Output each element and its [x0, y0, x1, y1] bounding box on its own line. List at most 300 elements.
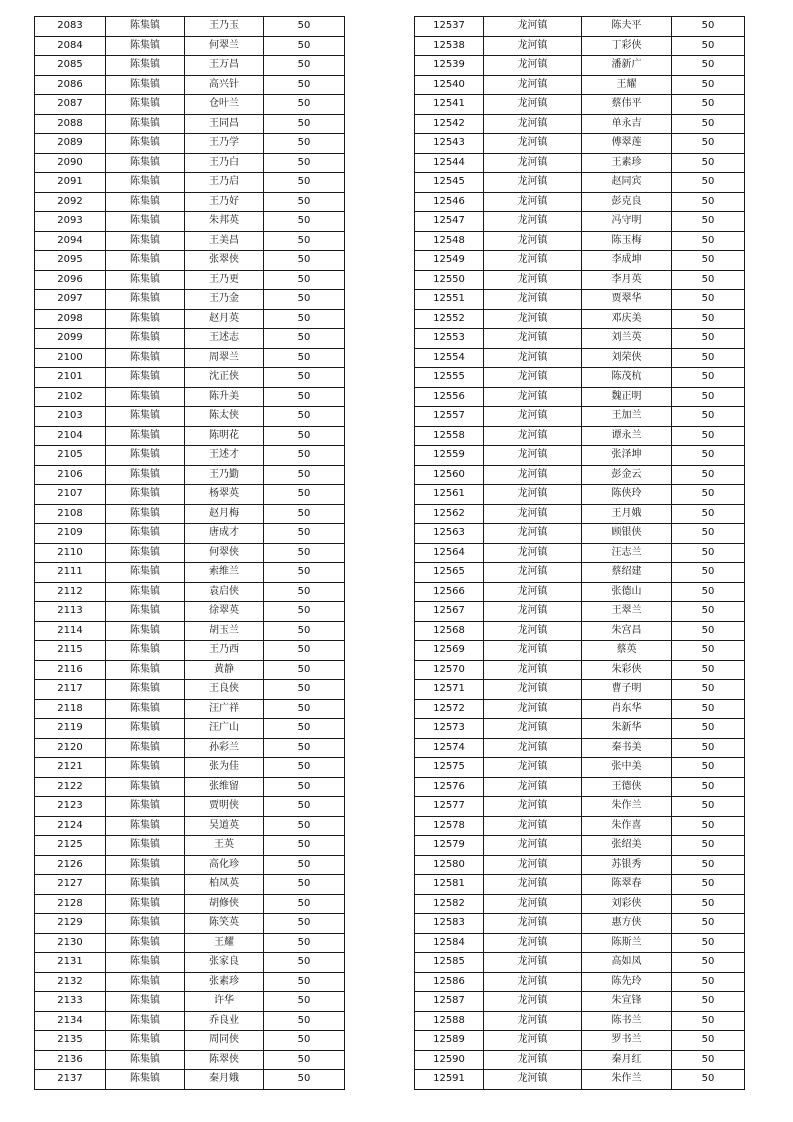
amount-cell: 50 [672, 173, 745, 193]
table-row [415, 719, 745, 739]
name-cell: 王乃西 [185, 641, 264, 661]
town-cell: 龙河镇 [484, 270, 582, 290]
name-cell: 陈升美 [185, 387, 264, 407]
name-cell: 袁启侠 [185, 582, 264, 602]
amount-cell: 50 [264, 875, 345, 895]
table-row [35, 212, 345, 232]
name-cell: 惠方侠 [582, 914, 672, 934]
serial-number-cell: 2094 [35, 231, 106, 251]
amount-cell: 50 [264, 914, 345, 934]
town-cell: 陈集镇 [106, 1050, 185, 1070]
name-cell: 秦书美 [582, 738, 672, 758]
name-cell: 李成坤 [582, 251, 672, 271]
table-row [415, 582, 745, 602]
serial-number-cell: 12554 [415, 348, 484, 368]
name-cell: 何翠兰 [185, 36, 264, 56]
amount-cell: 50 [672, 602, 745, 622]
serial-number-cell: 2105 [35, 446, 106, 466]
amount-cell: 50 [264, 407, 345, 427]
amount-cell: 50 [672, 17, 745, 37]
amount-cell: 50 [264, 543, 345, 563]
amount-cell: 50 [672, 426, 745, 446]
serial-number-cell: 12555 [415, 368, 484, 388]
amount-cell: 50 [672, 719, 745, 739]
table-row [35, 602, 345, 622]
name-cell: 汪广祥 [185, 699, 264, 719]
name-cell: 陈笑英 [185, 914, 264, 934]
name-cell: 王乃金 [185, 290, 264, 310]
amount-cell: 50 [672, 1011, 745, 1031]
town-cell: 龙河镇 [484, 368, 582, 388]
town-cell: 陈集镇 [106, 270, 185, 290]
table-row [35, 524, 345, 544]
name-cell: 陈明花 [185, 426, 264, 446]
table-row [35, 270, 345, 290]
town-cell: 龙河镇 [484, 504, 582, 524]
name-cell: 蔡绍建 [582, 563, 672, 583]
serial-number-cell: 2103 [35, 407, 106, 427]
serial-number-cell: 12571 [415, 680, 484, 700]
name-cell: 周翠兰 [185, 348, 264, 368]
serial-number-cell: 12559 [415, 446, 484, 466]
amount-cell: 50 [264, 1031, 345, 1051]
name-cell: 刘彩侠 [582, 894, 672, 914]
name-cell: 蔡伟平 [582, 95, 672, 115]
table-row [35, 582, 345, 602]
town-cell: 陈集镇 [106, 17, 185, 37]
name-cell: 陈先玲 [582, 972, 672, 992]
serial-number-cell: 2106 [35, 465, 106, 485]
table-row [35, 1050, 345, 1070]
table-row [35, 875, 345, 895]
serial-number-cell: 12580 [415, 855, 484, 875]
table-row [35, 95, 345, 115]
town-cell: 龙河镇 [484, 582, 582, 602]
table-row [415, 465, 745, 485]
town-cell: 陈集镇 [106, 602, 185, 622]
table-row [35, 407, 345, 427]
town-cell: 龙河镇 [484, 231, 582, 251]
serial-number-cell: 12585 [415, 953, 484, 973]
name-cell: 胡玉兰 [185, 621, 264, 641]
table-row [35, 641, 345, 661]
name-cell: 王加兰 [582, 407, 672, 427]
town-cell: 龙河镇 [484, 719, 582, 739]
serial-number-cell: 2095 [35, 251, 106, 271]
name-cell: 王英 [185, 836, 264, 856]
serial-number-cell: 2114 [35, 621, 106, 641]
amount-cell: 50 [672, 270, 745, 290]
table-row [415, 836, 745, 856]
amount-cell: 50 [672, 485, 745, 505]
name-cell: 王乃白 [185, 153, 264, 173]
amount-cell: 50 [264, 563, 345, 583]
serial-number-cell: 2085 [35, 56, 106, 76]
town-cell: 陈集镇 [106, 933, 185, 953]
name-cell: 王耀 [582, 75, 672, 95]
town-cell: 陈集镇 [106, 894, 185, 914]
serial-number-cell: 12588 [415, 1011, 484, 1031]
table-row [415, 1050, 745, 1070]
name-cell: 张德山 [582, 582, 672, 602]
table-row [415, 543, 745, 563]
town-cell: 陈集镇 [106, 524, 185, 544]
name-cell: 许华 [185, 992, 264, 1012]
serial-number-cell: 2122 [35, 777, 106, 797]
serial-number-cell: 12538 [415, 36, 484, 56]
serial-number-cell: 2111 [35, 563, 106, 583]
name-cell: 曹子明 [582, 680, 672, 700]
amount-cell: 50 [264, 114, 345, 134]
serial-number-cell: 2101 [35, 368, 106, 388]
name-cell: 张素珍 [185, 972, 264, 992]
name-cell: 秦月娥 [185, 1070, 264, 1090]
name-cell: 彭金云 [582, 465, 672, 485]
serial-number-cell: 12563 [415, 524, 484, 544]
serial-number-cell: 2128 [35, 894, 106, 914]
serial-number-cell: 12581 [415, 875, 484, 895]
table-row [35, 1070, 345, 1090]
amount-cell: 50 [672, 1070, 745, 1090]
amount-cell: 50 [264, 426, 345, 446]
town-cell: 龙河镇 [484, 855, 582, 875]
amount-cell: 50 [264, 1050, 345, 1070]
amount-cell: 50 [672, 95, 745, 115]
serial-number-cell: 2117 [35, 680, 106, 700]
serial-number-cell: 12539 [415, 56, 484, 76]
right-table-body [415, 17, 745, 1090]
table-row [415, 953, 745, 973]
amount-cell: 50 [672, 660, 745, 680]
town-cell: 陈集镇 [106, 660, 185, 680]
name-cell: 邓庆美 [582, 309, 672, 329]
amount-cell: 50 [672, 914, 745, 934]
name-cell: 罗书兰 [582, 1031, 672, 1051]
serial-number-cell: 12590 [415, 1050, 484, 1070]
town-cell: 陈集镇 [106, 251, 185, 271]
name-cell: 顾银侠 [582, 524, 672, 544]
town-cell: 龙河镇 [484, 777, 582, 797]
amount-cell: 50 [672, 114, 745, 134]
name-cell: 陈斯兰 [582, 933, 672, 953]
town-cell: 龙河镇 [484, 36, 582, 56]
table-row [415, 1011, 745, 1031]
serial-number-cell: 2102 [35, 387, 106, 407]
name-cell: 唐成才 [185, 524, 264, 544]
table-row [415, 56, 745, 76]
town-cell: 龙河镇 [484, 1050, 582, 1070]
town-cell: 龙河镇 [484, 875, 582, 895]
amount-cell: 50 [672, 387, 745, 407]
town-cell: 龙河镇 [484, 524, 582, 544]
town-cell: 龙河镇 [484, 602, 582, 622]
amount-cell: 50 [264, 953, 345, 973]
table-row [35, 894, 345, 914]
name-cell: 王德侠 [582, 777, 672, 797]
amount-cell: 50 [672, 758, 745, 778]
town-cell: 龙河镇 [484, 485, 582, 505]
amount-cell: 50 [264, 173, 345, 193]
name-cell: 黄静 [185, 660, 264, 680]
amount-cell: 50 [672, 992, 745, 1012]
town-cell: 龙河镇 [484, 660, 582, 680]
serial-number-cell: 12584 [415, 933, 484, 953]
name-cell: 王述志 [185, 329, 264, 349]
name-cell: 潘新广 [582, 56, 672, 76]
table-row [415, 524, 745, 544]
name-cell: 张泽坤 [582, 446, 672, 466]
amount-cell: 50 [264, 777, 345, 797]
name-cell: 高化珍 [185, 855, 264, 875]
amount-cell: 50 [264, 56, 345, 76]
serial-number-cell: 12562 [415, 504, 484, 524]
town-cell: 龙河镇 [484, 933, 582, 953]
table-row [415, 251, 745, 271]
name-cell: 胡修侠 [185, 894, 264, 914]
name-cell: 刘兰英 [582, 329, 672, 349]
table-row [35, 1011, 345, 1031]
amount-cell: 50 [672, 192, 745, 212]
amount-cell: 50 [264, 368, 345, 388]
name-cell: 朱宫昌 [582, 621, 672, 641]
amount-cell: 50 [264, 582, 345, 602]
serial-number-cell: 2137 [35, 1070, 106, 1090]
name-cell: 高兴针 [185, 75, 264, 95]
table-row [35, 504, 345, 524]
town-cell: 龙河镇 [484, 387, 582, 407]
town-cell: 龙河镇 [484, 621, 582, 641]
table-row [415, 621, 745, 641]
amount-cell: 50 [672, 894, 745, 914]
town-cell: 陈集镇 [106, 485, 185, 505]
name-cell: 杨翠英 [185, 485, 264, 505]
town-cell: 陈集镇 [106, 465, 185, 485]
amount-cell: 50 [264, 290, 345, 310]
serial-number-cell: 12543 [415, 134, 484, 154]
name-cell: 王乃勤 [185, 465, 264, 485]
serial-number-cell: 2093 [35, 212, 106, 232]
amount-cell: 50 [264, 95, 345, 115]
amount-cell: 50 [672, 348, 745, 368]
amount-cell: 50 [264, 660, 345, 680]
amount-cell: 50 [672, 231, 745, 251]
name-cell: 冯守明 [582, 212, 672, 232]
town-cell: 龙河镇 [484, 290, 582, 310]
amount-cell: 50 [264, 836, 345, 856]
town-cell: 龙河镇 [484, 309, 582, 329]
town-cell: 龙河镇 [484, 426, 582, 446]
table-row [415, 485, 745, 505]
town-cell: 陈集镇 [106, 758, 185, 778]
name-cell: 高如凤 [582, 953, 672, 973]
serial-number-cell: 2126 [35, 855, 106, 875]
name-cell: 柏凤英 [185, 875, 264, 895]
serial-number-cell: 12552 [415, 309, 484, 329]
town-cell: 龙河镇 [484, 972, 582, 992]
town-cell: 陈集镇 [106, 738, 185, 758]
name-cell: 王耀 [185, 933, 264, 953]
table-row [35, 56, 345, 76]
table-row [415, 36, 745, 56]
serial-number-cell: 12586 [415, 972, 484, 992]
amount-cell: 50 [264, 719, 345, 739]
serial-number-cell: 2125 [35, 836, 106, 856]
serial-number-cell: 2134 [35, 1011, 106, 1031]
town-cell: 陈集镇 [106, 134, 185, 154]
table-row [415, 75, 745, 95]
town-cell: 陈集镇 [106, 777, 185, 797]
serial-number-cell: 2086 [35, 75, 106, 95]
serial-number-cell: 12574 [415, 738, 484, 758]
name-cell: 王翠兰 [582, 602, 672, 622]
name-cell: 汪志兰 [582, 543, 672, 563]
town-cell: 龙河镇 [484, 641, 582, 661]
name-cell: 蔡英 [582, 641, 672, 661]
name-cell: 王乃好 [185, 192, 264, 212]
table-row [35, 1031, 345, 1051]
town-cell: 陈集镇 [106, 1070, 185, 1090]
name-cell: 赵同宾 [582, 173, 672, 193]
town-cell: 陈集镇 [106, 407, 185, 427]
table-row [35, 680, 345, 700]
amount-cell: 50 [264, 1011, 345, 1031]
amount-cell: 50 [672, 738, 745, 758]
town-cell: 陈集镇 [106, 914, 185, 934]
name-cell: 秦月红 [582, 1050, 672, 1070]
serial-number-cell: 12582 [415, 894, 484, 914]
serial-number-cell: 12557 [415, 407, 484, 427]
table-row [415, 660, 745, 680]
table-row [35, 446, 345, 466]
name-cell: 王月娥 [582, 504, 672, 524]
amount-cell: 50 [672, 933, 745, 953]
table-row [35, 719, 345, 739]
serial-number-cell: 2130 [35, 933, 106, 953]
name-cell: 徐翠英 [185, 602, 264, 622]
serial-number-cell: 2097 [35, 290, 106, 310]
town-cell: 陈集镇 [106, 212, 185, 232]
amount-cell: 50 [672, 75, 745, 95]
amount-cell: 50 [264, 621, 345, 641]
amount-cell: 50 [672, 56, 745, 76]
amount-cell: 50 [672, 680, 745, 700]
name-cell: 魏正明 [582, 387, 672, 407]
serial-number-cell: 2124 [35, 816, 106, 836]
town-cell: 陈集镇 [106, 75, 185, 95]
serial-number-cell: 2112 [35, 582, 106, 602]
serial-number-cell: 2096 [35, 270, 106, 290]
amount-cell: 50 [264, 1070, 345, 1090]
amount-cell: 50 [264, 17, 345, 37]
table-row [415, 699, 745, 719]
serial-number-cell: 2092 [35, 192, 106, 212]
name-cell: 刘荣侠 [582, 348, 672, 368]
name-cell: 王良侠 [185, 680, 264, 700]
town-cell: 龙河镇 [484, 192, 582, 212]
amount-cell: 50 [672, 368, 745, 388]
town-cell: 陈集镇 [106, 680, 185, 700]
serial-number-cell: 12544 [415, 153, 484, 173]
town-cell: 龙河镇 [484, 251, 582, 271]
name-cell: 张为佳 [185, 758, 264, 778]
town-cell: 陈集镇 [106, 816, 185, 836]
town-cell: 龙河镇 [484, 17, 582, 37]
name-cell: 陈侠玲 [582, 485, 672, 505]
amount-cell: 50 [264, 797, 345, 817]
table-row [35, 114, 345, 134]
amount-cell: 50 [672, 563, 745, 583]
town-cell: 陈集镇 [106, 797, 185, 817]
serial-number-cell: 12568 [415, 621, 484, 641]
name-cell: 朱新华 [582, 719, 672, 739]
table-row [415, 212, 745, 232]
amount-cell: 50 [264, 485, 345, 505]
left-table [34, 16, 345, 1090]
town-cell: 龙河镇 [484, 1070, 582, 1090]
amount-cell: 50 [672, 797, 745, 817]
name-cell: 陈书兰 [582, 1011, 672, 1031]
name-cell: 丁彩侠 [582, 36, 672, 56]
table-row [35, 368, 345, 388]
table-row [35, 309, 345, 329]
town-cell: 陈集镇 [106, 368, 185, 388]
amount-cell: 50 [264, 465, 345, 485]
name-cell: 陈太侠 [185, 407, 264, 427]
town-cell: 龙河镇 [484, 953, 582, 973]
town-cell: 龙河镇 [484, 680, 582, 700]
town-cell: 龙河镇 [484, 1011, 582, 1031]
name-cell: 谭永兰 [582, 426, 672, 446]
town-cell: 龙河镇 [484, 1031, 582, 1051]
table-row [415, 972, 745, 992]
amount-cell: 50 [264, 933, 345, 953]
table-row [35, 387, 345, 407]
name-cell: 彭克良 [582, 192, 672, 212]
amount-cell: 50 [264, 680, 345, 700]
amount-cell: 50 [264, 699, 345, 719]
town-cell: 陈集镇 [106, 992, 185, 1012]
town-cell: 龙河镇 [484, 56, 582, 76]
amount-cell: 50 [672, 699, 745, 719]
name-cell: 汪广山 [185, 719, 264, 739]
table-row [415, 894, 745, 914]
table-row [35, 992, 345, 1012]
serial-number-cell: 2091 [35, 173, 106, 193]
town-cell: 陈集镇 [106, 699, 185, 719]
serial-number-cell: 2099 [35, 329, 106, 349]
table-row [35, 914, 345, 934]
serial-number-cell: 2132 [35, 972, 106, 992]
table-row [415, 192, 745, 212]
town-cell: 龙河镇 [484, 543, 582, 563]
table-row [35, 855, 345, 875]
table-row [415, 17, 745, 37]
name-cell: 王述才 [185, 446, 264, 466]
amount-cell: 50 [264, 36, 345, 56]
serial-number-cell: 2116 [35, 660, 106, 680]
table-row [35, 777, 345, 797]
amount-cell: 50 [672, 777, 745, 797]
name-cell: 张翠侠 [185, 251, 264, 271]
amount-cell: 50 [672, 329, 745, 349]
table-row [35, 816, 345, 836]
town-cell: 龙河镇 [484, 738, 582, 758]
serial-number-cell: 12575 [415, 758, 484, 778]
table-row [35, 972, 345, 992]
amount-cell: 50 [264, 524, 345, 544]
serial-number-cell: 12567 [415, 602, 484, 622]
serial-number-cell: 12591 [415, 1070, 484, 1090]
